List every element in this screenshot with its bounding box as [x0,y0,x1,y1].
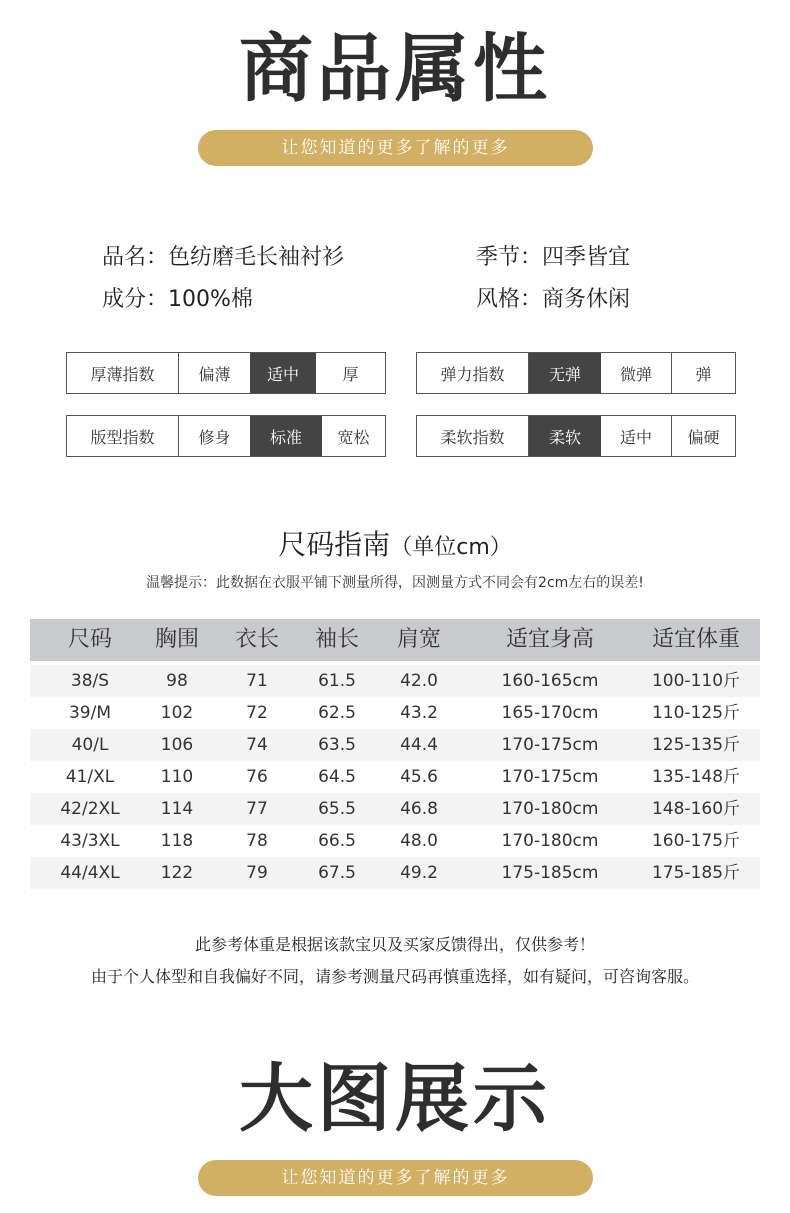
table-cell: 114 [160,799,194,819]
table-cell: 135-148斤 [651,767,741,787]
table-cell: 110 [160,767,194,787]
table-cell: 46.8 [400,799,438,819]
table-cell: 74 [246,735,268,755]
table-cell: 170-180cm [501,799,599,819]
attr-label: 品名： [102,245,169,270]
column-header: 胸围 [154,627,199,652]
column-header: 尺码 [67,627,112,652]
table-cell: 63.5 [318,735,356,755]
index-option: 宽松 [337,427,370,447]
index-elasticity [416,352,736,394]
table-cell: 43/3XL [60,831,120,851]
table-cell: 40/L [71,735,109,755]
table-row [30,793,760,825]
table-cell: 110-125斤 [651,703,741,723]
table-cell: 49.2 [400,863,438,883]
index-option: 微弹 [619,364,652,384]
column-header: 袖长 [314,627,359,652]
table-cell: 76 [246,767,268,787]
table-cell: 65.5 [318,799,356,819]
attr-value: 100%棉 [168,287,253,312]
table-cell: 71 [246,671,268,691]
attributes-title: 商品属性 [239,26,551,112]
attr-value: 四季皆宜 [542,245,631,270]
table-cell: 175-185cm [501,863,599,883]
table-cell: 72 [246,703,268,723]
size-guide-title [0,528,790,561]
table-cell: 79 [246,863,268,883]
index-option: 修身 [198,427,231,447]
index-option: 弹 [671,353,735,393]
table-cell: 38/S [70,671,110,691]
table-row [30,665,760,697]
table-row [30,761,760,793]
index-option: 适中 [619,427,652,447]
table-cell: 122 [160,863,194,883]
table-cell: 44.4 [400,735,438,755]
index-thickness [66,352,386,394]
gallery-banner: 让您知道的更多了解的更多 [198,1160,593,1196]
attr-value: 色纺磨毛长袖衬衫 [168,245,345,270]
index-label: 版型指数 [67,416,179,456]
attr-season [476,247,630,269]
index-label: 厚薄指数 [67,353,179,393]
table-row [30,697,760,729]
index-option-selected: 标准 [250,416,322,456]
table-cell: 62.5 [318,703,356,723]
size-note-2: 由于个人体型和自我偏好不同，请参考测量尺码再慎重选择，如有疑问，可咨询客服。 [90,967,699,986]
table-cell: 148-160斤 [651,799,741,819]
table-cell: 118 [160,831,194,851]
index-option-selected: 适中 [250,353,316,393]
table-cell: 125-135斤 [651,735,741,755]
column-header: 肩宽 [396,627,441,652]
table-cell: 170-175cm [501,735,599,755]
table-cell: 64.5 [318,767,356,787]
table-cell: 165-170cm [501,703,599,723]
table-cell: 170-175cm [501,767,599,787]
index-label: 柔软指数 [417,416,529,456]
attr-label: 风格： [476,287,543,312]
index-option-selected: 无弹 [529,353,601,393]
column-header: 适宜身高 [505,627,594,652]
index-option-selected: 柔软 [529,416,601,456]
table-cell: 98 [166,671,188,691]
index-option: 厚 [342,364,359,384]
table-cell: 66.5 [318,831,356,851]
column-header: 适宜体重 [651,627,740,652]
table-row [30,857,760,889]
table-cell: 45.6 [400,767,438,787]
size-table-header [30,619,760,661]
index-option: 偏薄 [198,364,231,384]
attr-style [476,289,630,311]
table-cell: 78 [246,831,268,851]
table-cell: 106 [160,735,194,755]
table-cell: 48.0 [400,831,438,851]
size-note-1: 此参考体重是根据该款宝贝及买家反馈得出，仅供参考！ [194,935,595,954]
index-option: 偏硬 [671,416,735,456]
table-cell: 102 [160,703,194,723]
table-cell: 43.2 [400,703,438,723]
table-cell: 44/4XL [60,863,120,883]
table-cell: 100-110斤 [651,671,741,691]
table-cell: 175-185斤 [651,863,741,883]
size-guide-tip: 温馨提示：此数据在衣服平铺下测量所得，因测量方式不同会有2cm左右的误差! [146,575,644,591]
table-cell: 42/2XL [60,799,120,819]
table-cell: 67.5 [318,863,356,883]
index-label: 弹力指数 [417,353,529,393]
index-softness [416,415,736,457]
size-guide-heading: 尺码指南 [278,528,391,561]
table-cell: 160-175斤 [651,831,741,851]
table-cell: 42.0 [400,671,438,691]
gallery-title: 大图展示 [239,1056,551,1142]
table-cell: 170-180cm [501,831,599,851]
attr-value: 商务休闲 [542,287,631,312]
attr-label: 成分： [102,287,169,312]
table-cell: 41/XL [65,767,115,787]
table-row [30,729,760,761]
index-fit [66,415,386,457]
table-cell: 160-165cm [501,671,599,691]
size-guide-unit: （单位cm） [390,535,512,560]
attributes-banner: 让您知道的更多了解的更多 [198,130,593,166]
attr-name [102,247,344,269]
column-header: 衣长 [234,627,279,652]
attr-label: 季节： [476,245,543,270]
table-cell: 61.5 [318,671,356,691]
table-cell: 77 [246,799,268,819]
table-row [30,825,760,857]
table-cell: 39/M [68,703,112,723]
attr-material [102,289,253,311]
